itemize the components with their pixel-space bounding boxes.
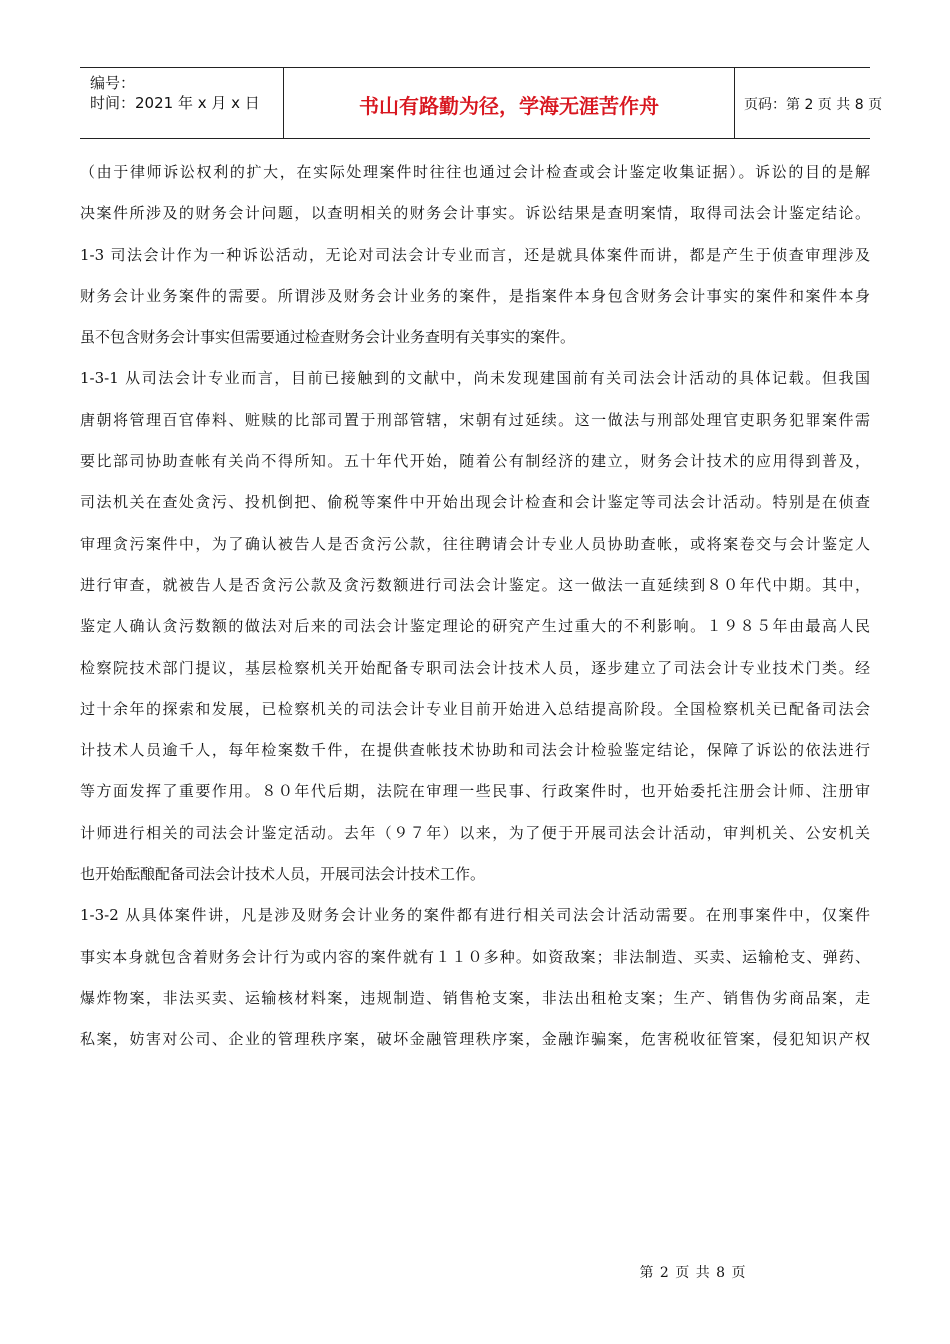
body-line: 司法机关在查处贪污、投机倒把、偷税等案件中开始出现会计检查和会计鉴定等司法会计活动。特别是在侦查 <box>80 493 870 512</box>
header-motto-cell <box>283 68 735 138</box>
body-line: 计技术人员逾千人，每年检案数千件，在提供查帐技术协助和司法会计检验鉴定结论，保障了诉讼的依法进行 <box>80 741 870 760</box>
body-line: 进行审查，就被告人是否贪污公款及贪污数额进行司法会计鉴定。这一做法一直延续到８０年代中期。其中， <box>80 575 870 594</box>
body-line: 审理贪污案件中，为了确认被告人是否贪污公款，往往聘请会计专业人员协助查帐，或将案卷交与会计鉴定人 <box>80 534 870 553</box>
body-line: 爆炸物案，非法买卖、运输核材料案，违规制造、销售枪支案，非法出租枪支案；生产、销售伪劣商品案，走 <box>80 988 870 1007</box>
body-line: 过十余年的探索和发展，已检察机关的司法会计专业目前开始进入总结提高阶段。全国检察机关已配备司法会 <box>80 699 870 718</box>
body-line: 决案件所涉及的财务会计问题，以查明相关的财务会计事实。诉讼结果是查明案情，取得司法会计鉴定结论。 <box>80 204 870 223</box>
body-line: （由于律师诉讼权利的扩大，在实际处理案件时往往也通过会计检查或会计鉴定收集证据）。诉讼的目的是解 <box>80 163 870 181</box>
body-line: 1-3-2 从具体案件讲，凡是涉及财务会计业务的案件都有进行相关司法会计活动需要。在刑事案件中，仅案件 <box>80 906 870 925</box>
body-line: 事实本身就包含着财务会计行为或内容的案件就有１１０多种。如资敌案；非法制造、买卖、运输枪支、弹药、 <box>80 947 870 966</box>
body-line: 鉴定人确认贪污数额的做法对后来的司法会计鉴定理论的研究产生过重大的不利影响。１９８５年由最高人民 <box>80 617 870 636</box>
body-line: 私案，妨害对公司、企业的管理秩序案，破坏金融管理秩序案，金融诈骗案，危害税收征管案，侵犯知识产权 <box>80 1030 870 1049</box>
header-motto: 书山有路勤为径，学海无涯苦作舟 <box>359 94 659 118</box>
header-page-cell <box>734 68 883 138</box>
document-number-label: 编号： <box>90 74 136 92</box>
body-line: 也开始酝酿配备司法会计技术人员，开展司法会计技术工作。 <box>80 865 486 884</box>
body-line: 1-3 司法会计作为一种诉讼活动，无论对司法会计专业而言，还是就具体案件而讲，都是产生于侦查审理涉及 <box>80 245 870 264</box>
document-date-label: 时间：2021 年 x 月 x 日 <box>90 94 260 112</box>
page-header <box>80 67 883 139</box>
body-line: 检察院技术部门提议，基层检察机关开始配备专职司法会计技术人员，逐步建立了司法会计专业技术门类。经 <box>80 658 870 677</box>
footer-page-number: 第 2 页 共 8 页 <box>639 1265 747 1281</box>
header-page-label: 页码：第 2 页 共 8 页 <box>744 97 883 113</box>
body-line: 1-3-1 从司法会计专业而言，目前已接触到的文献中，尚未发现建国前有关司法会计活动的具体记载。但我国 <box>80 369 870 388</box>
body-line: 虽不包含财务会计事实但需要通过检查财务会计业务查明有关事实的案件。 <box>80 328 576 347</box>
page-footer <box>0 1262 950 1282</box>
body-line: 等方面发挥了重要作用。８０年代后期，法院在审理一些民事、行政案件时，也开始委托注册会计师、注册审 <box>80 782 870 801</box>
body-line: 要比部司协助查帐有关尚不得所知。五十年代开始，随着公有制经济的建立，财务会计技术的应用得到普及， <box>80 452 870 471</box>
body-line: 唐朝将管理百官俸料、赃赎的比部司置于刑部管辖，宋朝有过延续。这一做法与刑部处理官吏职务犯罪案件需 <box>80 410 870 429</box>
body-line: 财务会计业务案件的需要。所谓涉及财务会计业务的案件，是指案件本身包含财务会计事实的案件和案件本身 <box>80 286 870 305</box>
document-body <box>80 152 870 1061</box>
header-meta-cell <box>80 68 283 138</box>
body-line: 计师进行相关的司法会计鉴定活动。去年（９７年）以来，为了便于开展司法会计活动，审判机关、公安机关 <box>80 823 870 842</box>
